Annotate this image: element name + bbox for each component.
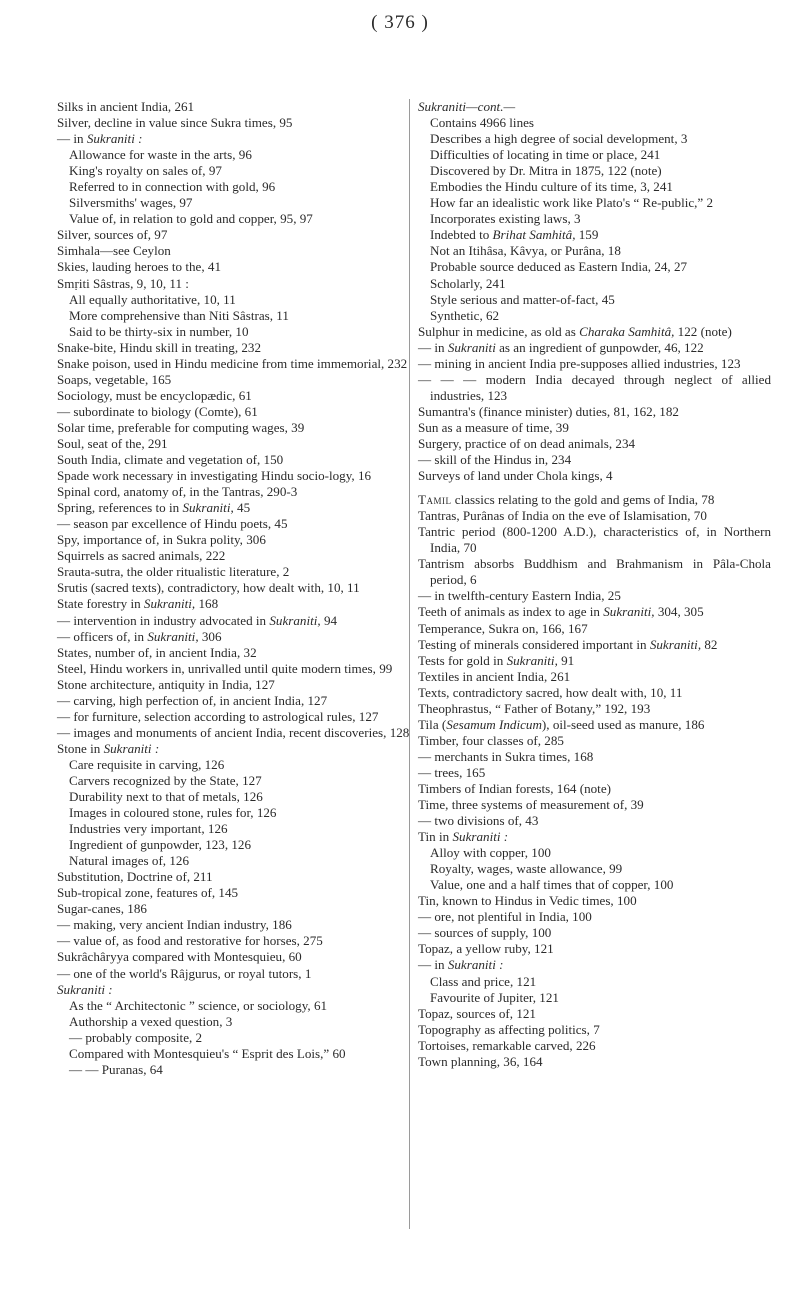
entry-text: Spinal cord, anatomy of, in the Tantras, 290-3 — [57, 484, 298, 500]
index-entry — [418, 733, 771, 749]
index-entry — [418, 492, 771, 508]
index-entry — [418, 1054, 771, 1070]
entry-text: Snake-bite, Hindu skill in treating, 232 — [57, 339, 262, 355]
index-entry — [57, 580, 410, 596]
small-caps-text: Tamil — [418, 492, 452, 508]
entry-text: classics relating to the gold and gems of India, 78 — [451, 492, 715, 508]
index-entry — [418, 468, 771, 484]
entry-text: Timbers of Indian forests, 164 (note) — [418, 780, 611, 796]
index-subentry — [418, 115, 771, 131]
entry-text: Surveys of land under Chola kings, 4 — [418, 468, 613, 484]
entry-text: — mining in ancient India pre-supposes allied industries, 123 — [418, 355, 741, 371]
entry-text: Said to be thirty-six in number, 10 — [69, 323, 249, 339]
entry-text: Silver, decline in value since Sukra times, 95 — [57, 115, 293, 131]
index-entry — [418, 436, 771, 452]
italic-text: Charaka Samhitâ, — [579, 323, 675, 339]
index-column-left — [57, 99, 410, 1078]
entry-text: Natural images of, 126 — [69, 853, 189, 869]
entry-text: Sumantra's (finance minister) duties, 81, 162, 182 — [418, 403, 679, 419]
italic-text: Sukraniti, — [147, 628, 199, 644]
entry-text: Indebted to — [430, 227, 493, 243]
entry-text: Incorporates existing laws, 3 — [430, 211, 581, 227]
index-subentry — [418, 179, 771, 195]
column-divider — [409, 99, 410, 1229]
entry-text: Tin in — [418, 829, 453, 845]
entry-text: Sukrâchâryya compared with Montesquieu, 60 — [57, 949, 302, 965]
entry-text: Topaz, sources of, 121 — [418, 1005, 536, 1021]
entry-text: 306 — [198, 628, 222, 644]
entry-text: South India, climate and vegetation of, 150 — [57, 452, 284, 468]
entry-text: Textiles in ancient India, 261 — [418, 668, 571, 684]
entry-text: Probable source deduced as Eastern India, 24, 27 — [430, 259, 688, 275]
entry-text: Soaps, vegetable, 165 — [57, 371, 172, 387]
entry-text: Timber, four classes of, 285 — [418, 732, 564, 748]
entry-text: Tila ( — [418, 716, 447, 732]
entry-text: Srutis (sacred texts), contradictory, how dealt with, 10, 11 — [57, 580, 360, 596]
entry-text: Solar time, preferable for computing wages, 39 — [57, 419, 305, 435]
entry-text: Teeth of animals as index to age in — [418, 604, 604, 620]
index-entry — [57, 404, 410, 420]
index-entry — [418, 404, 771, 420]
index-entry — [418, 556, 771, 588]
index-entry — [418, 765, 771, 781]
index-entry — [57, 131, 410, 147]
entry-text: Topography as affecting politics, 7 — [418, 1021, 600, 1037]
index-subentry — [418, 990, 771, 1006]
index-subentry — [418, 163, 771, 179]
entry-text: Care requisite in carving, 126 — [69, 756, 225, 772]
entry-text: — carving, high perfection of, in ancient India, 127 — [57, 692, 328, 708]
entry-text: Spade work necessary in investigating Hindu socio-logy, 16 — [57, 468, 372, 484]
entry-text: — probably composite, 2 — [69, 1029, 203, 1045]
entry-text: Value of, in relation to gold and copper, 95, 97 — [69, 211, 313, 227]
entry-text: Skies, lauding heroes to the, 41 — [57, 259, 222, 275]
italic-text: Sukraniti : — [103, 740, 160, 756]
index-entry — [57, 645, 410, 661]
index-subentry — [57, 211, 410, 227]
index-entry — [418, 604, 771, 620]
index-subentry — [418, 243, 771, 259]
index-entry — [418, 909, 771, 925]
entry-text: Favourite of Jupiter, 121 — [430, 989, 559, 1005]
entry-text: Snake poison, used in Hindu medicine from time immemorial, 232 — [57, 355, 408, 371]
index-subentry — [57, 195, 410, 211]
index-entry — [418, 813, 771, 829]
italic-text: Brihat Samhitâ, — [492, 227, 576, 243]
italic-text: Sukraniti — [447, 339, 496, 355]
index-entry — [418, 669, 771, 685]
index-entry — [57, 548, 410, 564]
index-subentry — [57, 998, 410, 1014]
index-entry — [418, 829, 771, 845]
italic-text: Sukraniti, — [603, 604, 655, 620]
index-entry — [57, 869, 410, 885]
italic-text: Sukraniti—cont.— — [418, 99, 516, 114]
entry-text: Sub-tropical zone, features of, 145 — [57, 885, 239, 901]
entry-text: — in — [418, 957, 448, 973]
index-entry — [418, 701, 771, 717]
entry-text: — in — [57, 131, 87, 147]
entry-text: Sugar-canes, 186 — [57, 901, 147, 917]
entry-text: — one of the world's Râjgurus, or royal tutors, 1 — [57, 965, 312, 981]
entry-text: Silversmiths' wages, 97 — [69, 195, 193, 211]
entry-text: — making, very ancient Indian industry, 186 — [57, 917, 292, 933]
index-entry — [57, 741, 410, 757]
entry-text: All equally authoritative, 10, 11 — [69, 291, 236, 307]
index-entry — [57, 356, 410, 372]
index-subentry — [57, 805, 410, 821]
index-entry — [57, 564, 410, 580]
index-subentry — [57, 837, 410, 853]
entry-text: Substitution, Doctrine of, 211 — [57, 869, 213, 885]
index-entry — [57, 901, 410, 917]
entry-text: 94 — [320, 612, 338, 628]
entry-text: — value of, as food and restorative for horses, 275 — [57, 933, 323, 949]
index-subentry — [418, 131, 771, 147]
index-entry — [418, 717, 771, 733]
index-column-right — [418, 99, 771, 1070]
entry-text: Compared with Montesquieu's “ Esprit des Lois,” 60 — [69, 1045, 346, 1061]
index-entry — [57, 709, 410, 725]
entry-text: Steel, Hindu workers in, unrivalled until quite modern times, 99 — [57, 660, 393, 676]
italic-text: Sukraniti, — [143, 596, 196, 612]
index-subentry — [418, 211, 771, 227]
italic-text: Sukraniti : — [452, 829, 509, 845]
index-subentry — [57, 1030, 410, 1046]
italic-text: Sukraniti, — [269, 612, 321, 628]
italic-text: Sukraniti : — [447, 957, 504, 973]
index-entry — [57, 661, 410, 677]
entry-text: Topaz, a yellow ruby, 121 — [418, 941, 554, 957]
index-subentry — [57, 773, 410, 789]
index-entry — [57, 933, 410, 949]
entry-text: — merchants in Sukra times, 168 — [418, 748, 594, 764]
entry-text: — skill of the Hindus in, 234 — [418, 452, 572, 468]
entry-text: — in twelfth-century Eastern India, 25 — [418, 588, 621, 604]
index-subentry — [418, 845, 771, 861]
index-entry — [418, 588, 771, 604]
index-entry — [57, 243, 410, 259]
entry-text: Silks in ancient India, 261 — [57, 99, 195, 114]
entry-text: — season par excellence of Hindu poets, 45 — [57, 516, 288, 532]
entry-text: Spy, importance of, in Sukra polity, 306 — [57, 532, 266, 548]
index-entry — [57, 468, 410, 484]
index-subentry — [57, 147, 410, 163]
page-number: ( 376 ) — [371, 12, 429, 33]
italic-text: Sukraniti : — [86, 131, 143, 147]
index-entry — [57, 436, 410, 452]
entry-text: 168 — [195, 596, 219, 612]
index-entry — [418, 372, 771, 404]
entry-text: Temperance, Sukra on, 166, 167 — [418, 620, 588, 636]
entry-text: — — — modern India decayed through neglect of allied industries, 123 — [418, 371, 771, 403]
entry-text: Royalty, wages, waste allowance, 99 — [430, 861, 623, 877]
index-entry — [57, 420, 410, 436]
entry-text: — images and monuments of ancient India, recent discoveries, 128 — [57, 724, 410, 740]
index-subentry — [57, 789, 410, 805]
italic-text: Sukraniti : — [57, 981, 113, 997]
entry-text: Srauta-sutra, the older ritualistic literature, 2 — [57, 564, 290, 580]
entry-text: Scholarly, 241 — [430, 275, 506, 291]
index-entry — [57, 613, 410, 629]
index-entry — [418, 637, 771, 653]
entry-text: Town planning, 36, 164 — [418, 1053, 543, 1069]
entry-text: — subordinate to biology (Comte), 61 — [57, 403, 258, 419]
index-entry — [57, 532, 410, 548]
index-subentry — [57, 1062, 410, 1078]
entry-text: Tantric period (800-1200 A.D.), characteristics of, in Northern India, 70 — [418, 524, 771, 556]
italic-text: Sukraniti, — [649, 636, 702, 652]
index-entry — [418, 524, 771, 556]
index-entry — [418, 324, 771, 340]
entry-text: Theophrastus, “ Father of Botany,” 192, 193 — [418, 700, 651, 716]
entry-text: 91 — [557, 652, 575, 668]
entry-text: As the “ Architectonic ” science, or sociology, 61 — [69, 997, 328, 1013]
index-subentry — [57, 308, 410, 324]
entry-text: as an ingredient of gunpowder, 46, 122 — [495, 339, 704, 355]
entry-text: 304, 305 — [654, 604, 704, 620]
index-entry — [57, 917, 410, 933]
index-entry — [57, 372, 410, 388]
index-subentry — [57, 163, 410, 179]
entry-text: Testing of minerals considered important in — [418, 636, 650, 652]
index-entry — [418, 893, 771, 909]
index-entry — [418, 653, 771, 669]
index-entry — [57, 629, 410, 645]
index-entry — [57, 99, 410, 115]
index-subentry — [418, 861, 771, 877]
italic-text: Sukraniti, — [506, 652, 558, 668]
entry-text: Class and price, 121 — [430, 973, 537, 989]
entry-text: Sulphur in medicine, as old as — [418, 323, 580, 339]
index-entry — [418, 1038, 771, 1054]
index-entry — [418, 452, 771, 468]
entry-text: Sun as a measure of time, 39 — [418, 419, 569, 435]
index-entry — [57, 227, 410, 243]
index-entry — [418, 508, 771, 524]
entry-text: — — Puranas, 64 — [69, 1061, 163, 1077]
entry-text: Sociology, must be encyclopædic, 61 — [57, 387, 252, 403]
entry-text: More comprehensive than Niti Sâstras, 11 — [69, 307, 289, 323]
italic-text: Sukraniti, — [182, 500, 234, 516]
entry-text: Style serious and matter-of-fact, 45 — [430, 291, 615, 307]
entry-text: Surgery, practice of on dead animals, 234 — [418, 435, 636, 451]
entry-text: Texts, contradictory sacred, how dealt with, 10, 11 — [418, 684, 683, 700]
entry-text: Tantras, Purânas of India on the eve of Islamisation, 70 — [418, 508, 707, 524]
index-subentry — [57, 292, 410, 308]
entry-text: Carvers recognized by the State, 127 — [69, 772, 262, 788]
entry-text: Stone in — [57, 740, 104, 756]
index-entry — [57, 516, 410, 532]
entry-text: Referred to in connection with gold, 96 — [69, 179, 276, 195]
index-subentry — [57, 757, 410, 773]
entry-text: Alloy with copper, 100 — [430, 845, 551, 861]
entry-text: Tantrism absorbs Buddhism and Brahmanism in Pâla-Chola period, 6 — [418, 556, 771, 588]
index-subentry — [418, 276, 771, 292]
index-subentry — [57, 821, 410, 837]
index-entry — [418, 941, 771, 957]
index-entry — [57, 259, 410, 275]
index-entry — [418, 99, 771, 115]
entry-text: Images in coloured stone, rules for, 126 — [69, 805, 277, 821]
index-entry — [57, 966, 410, 982]
index-entry — [418, 781, 771, 797]
entry-text: — in — [418, 339, 448, 355]
index-subentry — [418, 227, 771, 243]
italic-text: Sesamum Indicum — [446, 716, 542, 732]
entry-text: — intervention in industry advocated in — [57, 612, 270, 628]
entry-text: King's royalty on sales of, 97 — [69, 163, 222, 179]
entry-text: Soul, seat of the, 291 — [57, 435, 168, 451]
index-entry — [57, 677, 410, 693]
entry-text: State forestry in — [57, 596, 144, 612]
index-entry — [418, 340, 771, 356]
entry-text: 122 (note) — [674, 323, 732, 339]
index-entry — [57, 484, 410, 500]
entry-text: Authorship a vexed question, 3 — [69, 1013, 233, 1029]
index-entry — [57, 500, 410, 516]
index-subentry — [57, 1014, 410, 1030]
index-entry — [57, 693, 410, 709]
index-entry — [418, 685, 771, 701]
entry-text: Smṛiti Sâstras, 9, 10, 11 : — [57, 275, 189, 291]
entry-text: 82 — [701, 636, 718, 652]
index-entry — [57, 596, 410, 612]
entry-text: — trees, 165 — [418, 764, 486, 780]
index-entry — [418, 797, 771, 813]
index-entry — [57, 340, 410, 356]
entry-text: How far an idealistic work like Plato's “ Re-public,” 2 — [430, 195, 714, 211]
index-entry — [418, 1006, 771, 1022]
entry-text: — for furniture, selection according to astrological rules, 127 — [57, 708, 379, 724]
index-subentry — [57, 853, 410, 869]
entry-text: 159 — [575, 227, 599, 243]
entry-text: Synthetic, 62 — [430, 307, 500, 323]
index-subentry — [57, 1046, 410, 1062]
entry-text: Durability next to that of metals, 126 — [69, 789, 263, 805]
index-entry — [57, 276, 410, 292]
entry-text: Not an Itihâsa, Kâvya, or Purâna, 18 — [430, 243, 621, 259]
index-entry — [57, 949, 410, 965]
entry-text: Tests for gold in — [418, 652, 507, 668]
entry-text: Embodies the Hindu culture of its time, 3, 241 — [430, 179, 673, 195]
index-entry — [57, 115, 410, 131]
entry-text: ), oil-seed used as manure, 186 — [541, 716, 705, 732]
index-entry — [418, 925, 771, 941]
index-subentry — [418, 195, 771, 211]
entry-text: Ingredient of gunpowder, 123, 126 — [69, 837, 252, 853]
index-entry — [57, 452, 410, 468]
entry-text: States, number of, in ancient India, 32 — [57, 644, 257, 660]
index-subentry — [57, 179, 410, 195]
entry-text: — two divisions of, 43 — [418, 813, 539, 829]
entry-text: Value, one and a half times that of copper, 100 — [430, 877, 674, 893]
entry-text: Difficulties of locating in time or place, 241 — [430, 147, 661, 163]
index-entry — [57, 885, 410, 901]
index-entry — [418, 1022, 771, 1038]
entry-text: Squirrels as sacred animals, 222 — [57, 548, 226, 564]
entry-text: Allowance for waste in the arts, 96 — [69, 147, 252, 163]
index-subentry — [418, 308, 771, 324]
index-entry — [57, 725, 410, 741]
index-subentry — [418, 292, 771, 308]
entry-text: Stone architecture, antiquity in India, 127 — [57, 676, 275, 692]
index-subentry — [418, 259, 771, 275]
entry-text: Simhala—see Ceylon — [57, 243, 171, 259]
index-subentry — [418, 974, 771, 990]
index-entry — [418, 356, 771, 372]
entry-text: 45 — [233, 500, 251, 516]
index-entry — [418, 420, 771, 436]
entry-text: Tortoises, remarkable carved, 226 — [418, 1037, 596, 1053]
index-subentry — [418, 877, 771, 893]
index-entry — [418, 957, 771, 973]
index-entry — [418, 749, 771, 765]
entry-text: Tin, known to Hindus in Vedic times, 100 — [418, 893, 637, 909]
entry-text: Describes a high degree of social development, 3 — [430, 131, 688, 147]
entry-text: — ore, not plentiful in India, 100 — [418, 909, 592, 925]
index-entry — [418, 621, 771, 637]
entry-text: Contains 4966 lines — [430, 115, 535, 131]
index-entry — [57, 388, 410, 404]
entry-text: Silver, sources of, 97 — [57, 227, 168, 243]
entry-text: — sources of supply, 100 — [418, 925, 552, 941]
index-subentry — [57, 324, 410, 340]
entry-text: — officers of, in — [57, 628, 148, 644]
entry-text: Time, three systems of measurement of, 39 — [418, 797, 644, 813]
index-entry — [57, 982, 410, 998]
entry-text: Discovered by Dr. Mitra in 1875, 122 (note) — [430, 163, 662, 179]
entry-text: Industries very important, 126 — [69, 821, 228, 837]
entry-text: Spring, references to in — [57, 500, 183, 516]
index-subentry — [418, 147, 771, 163]
